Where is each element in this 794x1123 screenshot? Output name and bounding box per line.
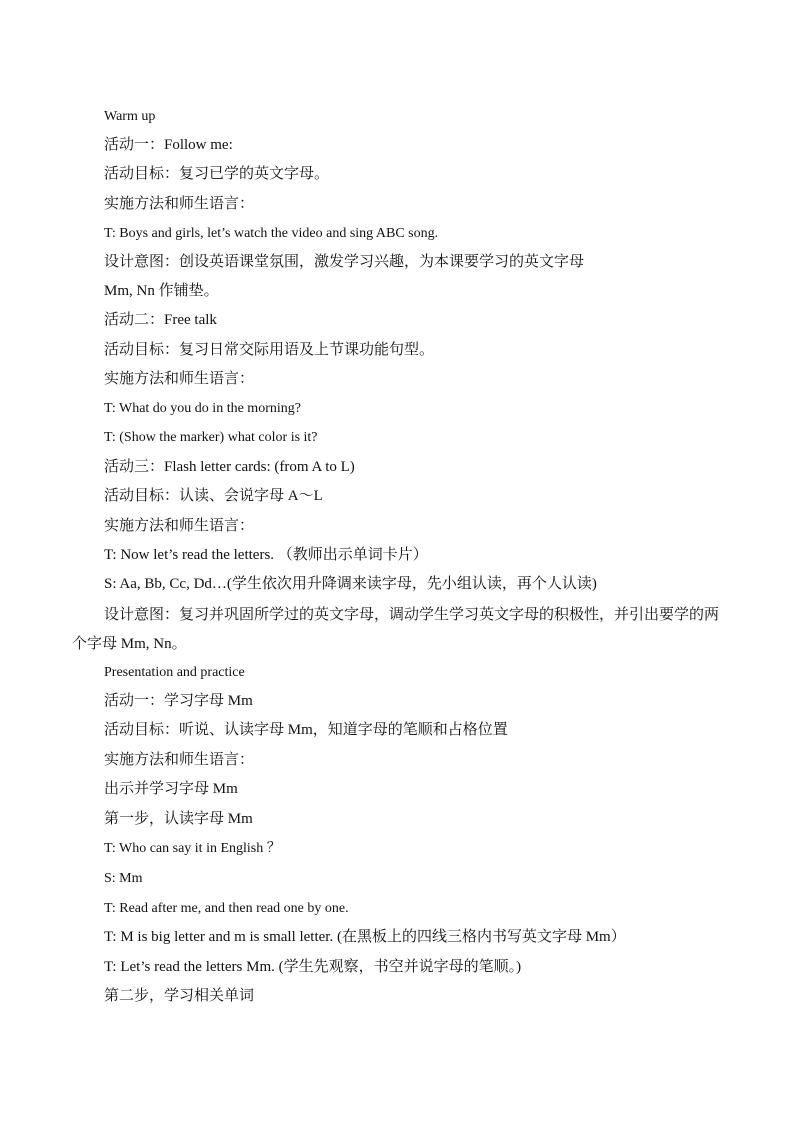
activity-goal: 活动目标：听说、认读字母 Mm，知道字母的笔顺和占格位置 — [104, 722, 508, 738]
activity-title: 活动二：Free talk — [104, 312, 217, 328]
dialogue-line: S: Mm — [104, 871, 143, 886]
dialogue-line: T: Read after me, and then read one by one. — [104, 901, 349, 916]
dialogue-line: S: Aa, Bb, Cc, Dd…(学生依次用升降调来读字母，先小组认读，再个人认读) — [104, 576, 597, 592]
section-heading-presentation: Presentation and practice — [104, 665, 245, 680]
activity-goal: 活动目标：认读、会说字母 A～L — [104, 488, 323, 504]
activity-title: 活动三：Flash letter cards: (from A to L) — [104, 459, 355, 475]
design-intent-cont: Mm, Nn 作铺垫。 — [104, 283, 219, 299]
step-text: 出示并学习字母 Mm — [104, 781, 238, 797]
method-label: 实施方法和师生语言： — [104, 371, 255, 387]
step-title: 第二步，学习相关单词 — [104, 988, 255, 1004]
activity-title: 活动一：学习字母 Mm — [104, 693, 253, 709]
step-title: 第一步，认读字母 Mm — [104, 811, 253, 827]
method-label: 实施方法和师生语言： — [104, 752, 255, 768]
dialogue-line: T: M is big letter and m is small letter. (在黑板上的四线三格内书写英文字母 Mm） — [104, 929, 626, 945]
design-intent: 设计意图：创设英语课堂氛围，激发学习兴趣，为本课要学习的英文字母 — [104, 254, 585, 270]
activity-goal: 活动目标：复习已学的英文字母。 — [104, 166, 330, 182]
dialogue-line: T: Boys and girls, let’s watch the video and sing ABC song. — [104, 226, 439, 241]
method-label: 实施方法和师生语言： — [104, 518, 255, 534]
dialogue-line: T: Who can say it in English ？ — [104, 841, 281, 856]
design-intent-paragraph: 设计意图：复习并巩固所学过的英文字母，调动学生学习英文字母的积极性，并引出要学的两个字母 Mm, Nn。 — [72, 607, 720, 652]
method-label: 实施方法和师生语言： — [104, 196, 255, 212]
dialogue-line: T: What do you do in the morning? — [104, 401, 301, 416]
dialogue-line: T: Let’s read the letters Mm. (学生先观察，书空并说字母的笔顺。) — [104, 959, 522, 975]
section-heading-warm-up: Warm up — [104, 109, 156, 124]
dialogue-line: T: Now let’s read the letters. （教师出示单词卡片） — [104, 547, 428, 563]
activity-title: 活动一：Follow me: — [104, 137, 233, 153]
dialogue-line: T: (Show the marker) what color is it? — [104, 430, 318, 445]
activity-goal: 活动目标：复习日常交际用语及上节课功能句型。 — [104, 342, 435, 358]
